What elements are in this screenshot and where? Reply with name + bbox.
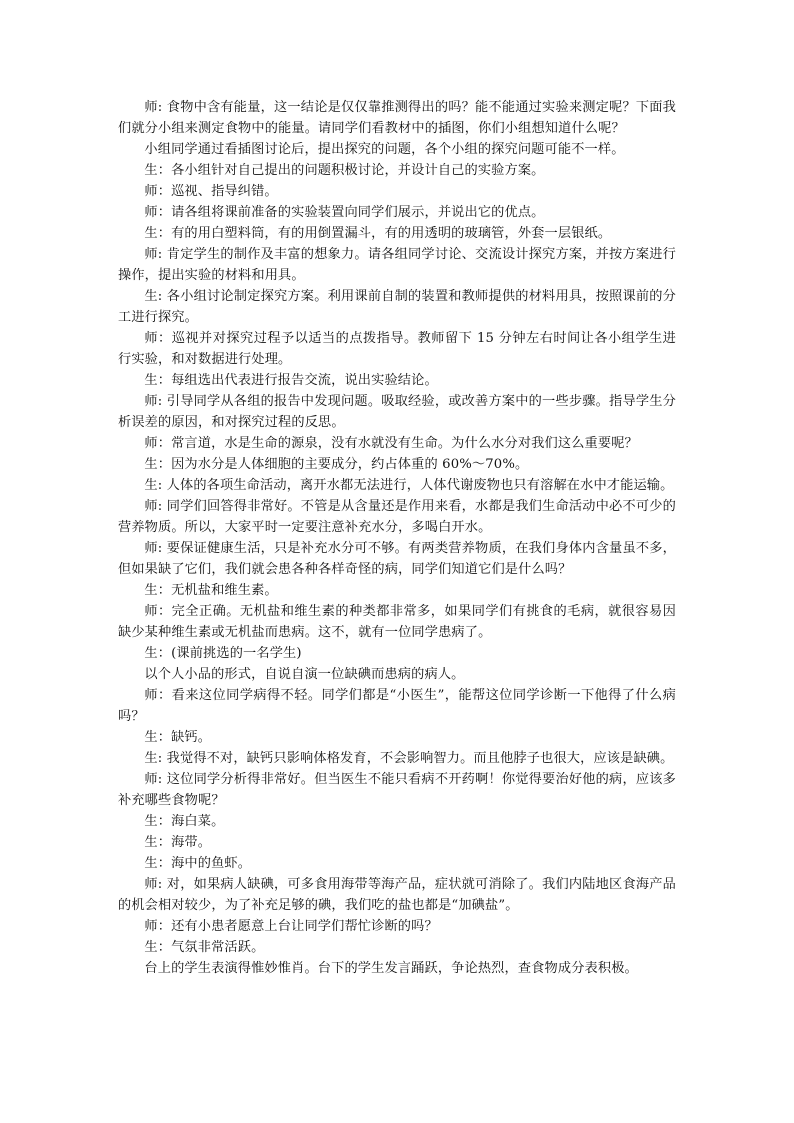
paragraph-23: 生: 我觉得不对，缺钙只影响体格发育，不会影响智力。而且他脖子也很大，应该是缺碘。 — [144, 751, 674, 766]
paragraph-20: 以个人小品的形式，自说自演一位缺碘而患病的病人。 — [144, 667, 465, 682]
paragraph-1: 师: 食物中含有能量，这一结论是仅仅靠推测得出的吗？能不能通过实验来测定呢？下面我们就分小组来测定食物中的能量。请同学们看教材中的插图，你们小组想知道什么呢？ — [118, 100, 676, 136]
paragraph-4: 师：巡视、指导纠错。 — [144, 184, 278, 199]
paragraph-18: 师：完全正确。无机盐和维生素的种类都非常多，如果同学们有挑食的毛病，就很容易因缺少某种维生素或无机盐而患病。这不，就有一位同学患病了。 — [118, 604, 676, 640]
paragraph-5: 师：请各组将课前准备的实验装置向同学们展示，并说出它的优点。 — [144, 205, 545, 220]
paragraph-3: 生：各小组针对自己提出的问题积极讨论，并设计自己的实验方案。 — [144, 163, 545, 178]
paragraph-21: 师：看来这位同学病得不轻。同学们都是“小医生”，能帮这位同学诊断一下他得了什么病吗？ — [118, 688, 676, 724]
paragraph-16: 师: 要保证健康生活，只是补充水分可不够。有两类营养物质，在我们身体内含量虽不多，但如果缺了它们，我们就会患各种各样奇怪的病，同学们知道它们是什么吗？ — [118, 541, 676, 577]
paragraph-30: 生：气氛非常活跃。 — [144, 940, 265, 955]
paragraph-31: 台上的学生表演得惟妙惟肖。台下的学生发言踊跃，争论热烈，查食物成分表积极。 — [144, 961, 638, 976]
paragraph-14: 生: 人体的各项生命活动，离开水都无法进行，人体代谢废物也只有溶解在水中才能运输。 — [144, 478, 674, 493]
paragraph-28: 师: 对，如果病人缺碘，可多食用海带等海产品，症状就可消除了。我们内陆地区食海产品的机会相对较少，为了补充足够的碘，我们吃的盐也都是“加碘盐”。 — [118, 877, 676, 913]
paragraph-8: 生: 各小组讨论制定探究方案。利用课前自制的装置和教师提供的材料用具，按照课前的分工进行探究。 — [118, 289, 676, 325]
paragraph-2: 小组同学通过看插图讨论后，提出探究的问题，各个小组的探究问题可能不一样。 — [144, 142, 625, 157]
paragraph-29: 师：还有小患者愿意上台让同学们帮忙诊断的吗？ — [144, 919, 438, 934]
paragraph-9: 师：巡视并对探究过程予以适当的点拨指导。教师留下 15 分钟左右时间让各小组学生进行实验，和对数据进行处理。 — [118, 331, 676, 367]
document-body — [118, 97, 676, 979]
paragraph-22: 生：缺钙。 — [144, 730, 212, 745]
paragraph-25: 生：海白菜。 — [144, 814, 225, 829]
paragraph-12: 师：常言道，水是生命的源泉，没有水就没有生命。为什么水分对我们这么重要呢？ — [144, 436, 638, 451]
paragraph-17: 生：无机盐和维生素。 — [144, 583, 278, 598]
paragraph-26: 生：海带。 — [144, 835, 212, 850]
paragraph-15: 师: 同学们回答得非常好。不管是从含量还是作用来看，水都是我们生命活动中必不可少的营养物质。所以，大家平时一定要注意补充水分，多喝白开水。 — [118, 499, 676, 535]
paragraph-24: 师: 这位同学分析得非常好。但当医生不能只看病不开药啊！你觉得要治好他的病，应该多补充哪些食物呢？ — [118, 772, 676, 808]
paragraph-10: 生：每组选出代表进行报告交流，说出实验结论。 — [144, 373, 438, 388]
paragraph-27: 生：海中的鱼虾。 — [144, 856, 252, 871]
paragraph-11: 师: 引导同学从各组的报告中发现问题。吸取经验，或改善方案中的一些步骤。指导学生分析误差的原因，和对探究过程的反思。 — [118, 394, 676, 430]
paragraph-6: 生：有的用白塑料筒，有的用倒置漏斗，有的用透明的玻璃管，外套一层银纸。 — [144, 226, 612, 241]
paragraph-13: 生：因为水分是人体细胞的主要成分，约占体重的 60%～70%。 — [144, 457, 529, 472]
paragraph-7: 师: 肯定学生的制作及丰富的想象力。请各组同学讨论、交流设计探究方案，并按方案进行操作，提出实验的材料和用具。 — [118, 247, 676, 283]
paragraph-19: 生：(课前挑选的一名学生) — [144, 646, 302, 661]
